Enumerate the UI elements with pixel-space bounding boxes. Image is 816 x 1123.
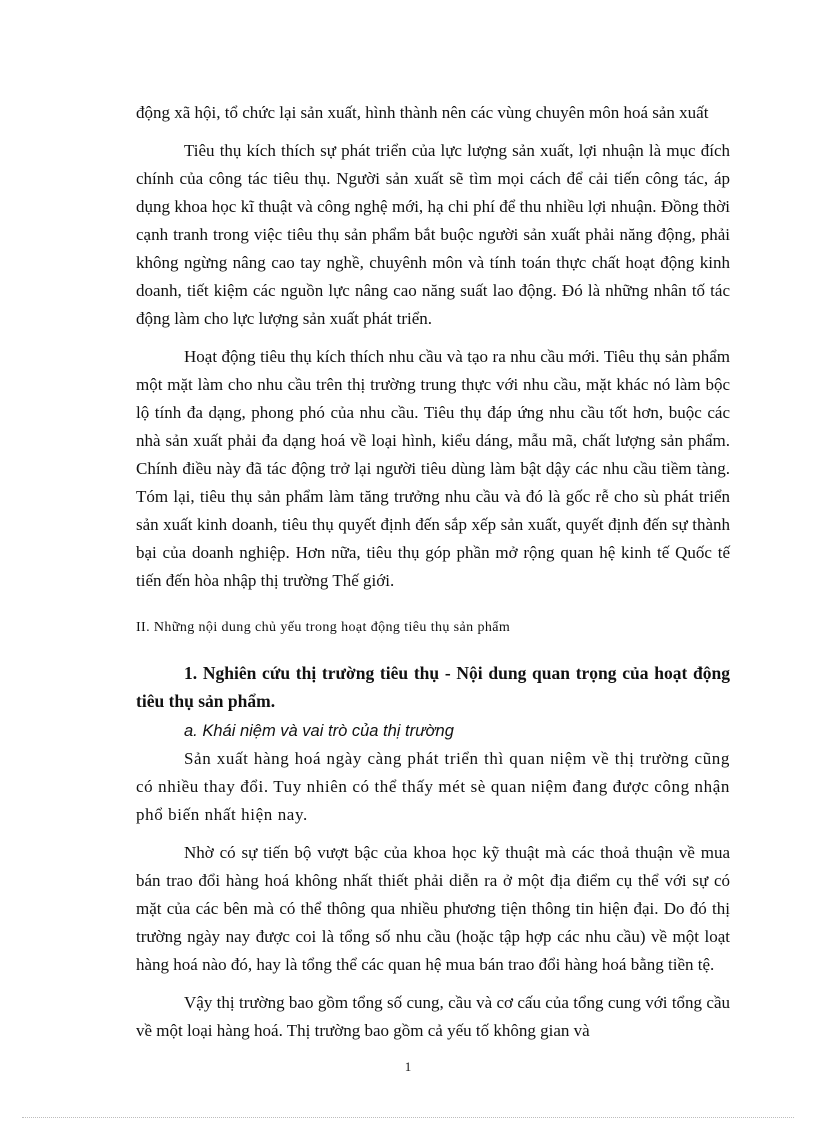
subsection-heading: 1. Nghiên cứu thị trường tiêu thụ - Nội dung quan trọng của hoạt động tiêu thụ sản phẩm.	[136, 663, 730, 711]
page-bottom-divider	[22, 1117, 794, 1118]
page-number: 1	[404, 1059, 412, 1074]
paragraph-technology-progress: Nhờ có sự tiến bộ vượt bậc của khoa học kỹ thuật mà các thoả thuận về mua bán trao đổi hàng hoá không nhất thiết phải diễn ra ở một địa điểm cụ thể với sự có mặt của các bên mà có thể thông qua nhiều phương tiện thông tin hiện đại. Do đó thị trường ngày nay được coi là tổng số nhu cầu (hoặc tập hợp các nhu cầu) về một loạt hàng hoá nào đó, hay là tổng thể các quan hệ mua bán trao đổi hàng hoá bằng tiền tệ.	[136, 843, 730, 974]
paragraph-consumption-production: Tiêu thụ kích thích sự phát triển của lực lượng sản xuất, lợi nhuận là mục đích chính của công tác tiêu thụ. Người sản xuất sẽ tìm mọi cách để cải tiến công tác, áp dụng khoa học kĩ thuật và công nghệ mới, hạ chi phí để thu nhiều lợi nhuận. Đồng thời cạnh tranh trong việc tiêu thụ sản phẩm bắt buộc người sản xuất phải năng động, phải không ngừng nâng cao tay nghề, chuyênh môn và tính toán thực chất hoạt động kinh doanh, tiết kiệm các nguồn lực nâng cao năng suất lao động. Đó là những nhân tố tác động làm cho lực lượng sản xuất phát triển.	[136, 141, 730, 328]
paragraph-market-definition: Vậy thị trường bao gồm tổng số cung, cầu và cơ cấu của tổng cung với tổng cầu về một loại hàng hoá. Thị trường bao gồm cả yếu tố không gian và	[136, 993, 730, 1040]
paragraph-continuation: động xã hội, tổ chức lại sản xuất, hình thành nên các vùng chuyên môn hoá sản xuất	[136, 103, 709, 122]
paragraph-consumption-demand: Hoạt động tiêu thụ kích thích nhu cầu và tạo ra nhu cầu mới. Tiêu thụ sản phẩm một mặt làm cho nhu cầu trên thị trường trung thực với nhu cầu, mặt khác nó làm bộc lộ tính đa dạng, phong phó của nhu cầu. Tiêu thụ đáp ứng nhu cầu tốt hơn, buộc các nhà sản xuất phải đa dạng hoá về loại hình, kiểu dáng, mẫu mã, chất lượng sản phẩm. Chính điều này đã tác động trở lại người tiêu dùng làm bật dậy các nhu cầu tiềm tàng. Tóm lại, tiêu thụ sản phẩm làm tăng trưởng nhu cầu và đó là gốc rễ cho sù phát triển sản xuất kinh doanh, tiêu thụ quyết định đến sắp xếp sản xuất, quyết định đến sự thành bại của doanh nghiệp. Hơn nữa, tiêu thụ góp phần mở rộng quan hệ kinh tế Quốc tế tiến đến hòa nhập thị trường Thế giới.	[136, 347, 730, 590]
page-content	[136, 99, 730, 1045]
paragraph-market-concept: Sản xuất hàng hoá ngày càng phát triển thì quan niệm về thị trường cũng có nhiều thay đổi. Tuy nhiên có thể thấy mét sè quan niệm đang được công nhận phổ biến nhất hiện nay.	[136, 749, 730, 824]
italic-subheading: a. Khái niệm và vai trò của thị trường	[184, 722, 454, 740]
section-heading: II. Những nội dung chủ yếu trong hoạt động tiêu thụ sản phẩm	[136, 620, 511, 635]
